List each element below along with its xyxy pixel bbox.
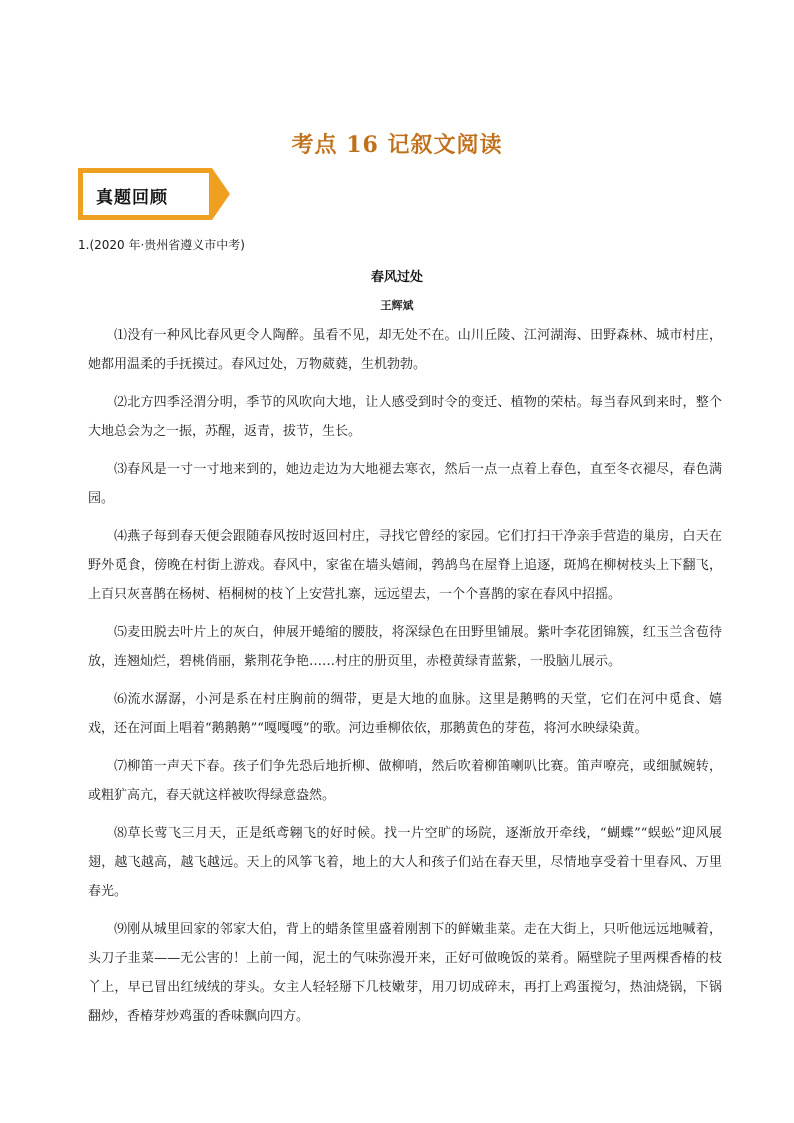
paragraph-5: ⑸麦田脱去叶片上的灰白，伸展开蜷缩的腰肢，将深绿色在田野里铺展。紫叶李花团锦簇，红玉兰含苞待放，连翘灿烂，碧桃俏丽，紫荆花争艳……村庄的册页里，赤橙黄绿青蓝紫，一股脑儿展示。 xyxy=(88,625,722,669)
paragraph-8: ⑻草长莺飞三月天，正是纸鸢翱飞的好时候。找一片空旷的场院，逐渐放开牵线，“蝴蝶”“蜈蚣”迎风展翅，越飞越高，越飞越远。天上的风筝飞着，地上的大人和孩子们站在春天里，尽情地享受着十里春风、万里春光。 xyxy=(88,826,722,899)
section-label: 真题回顾 xyxy=(96,188,168,208)
question-source: 1.(2020 年·贵州省遵义市中考) xyxy=(78,238,245,252)
paragraph-4: ⑷燕子每到春天便会跟随春风按时返回村庄，寻找它曾经的家园。它们打扫干净亲手营造的巢房，白天在野外觅食，傍晚在村街上游戏。春风中，家雀在墙头嬉闹，鹁鸪鸟在屋脊上追逐，斑鸠在柳树枝头上下翻飞，上百只灰喜鹊在杨树、梧桐树的枝丫上安营扎寨，远远望去，一个个喜鹊的家在春风中招摇。 xyxy=(88,529,722,602)
paragraph-2: ⑵北方四季泾渭分明，季节的风吹向大地，让人感受到时令的变迁、植物的荣枯。每当春风到来时，整个大地总会为之一振，苏醒，返青，拔节，生长。 xyxy=(88,395,722,439)
section-banner xyxy=(78,168,230,220)
paragraph-9: ⑼刚从城里回家的邻家大伯，背上的蜡条筐里盛着刚割下的鲜嫩韭菜。走在大街上，只听他远远地喊着，头刀子韭菜——无公害的！上前一闻，泥土的气味弥漫开来，正好可做晚饭的菜肴。隔壁院子里两棵香椿的枝丫上，早已冒出红绒绒的芽头。女主人轻轻掰下几枝嫩芽，用刀切成碎末，再打上鸡蛋搅匀，热油烧锅，下锅翻炒，香椿芽炒鸡蛋的香味飘向四方。 xyxy=(88,922,722,1024)
paragraph-3: ⑶春风是一寸一寸地来到的，她边走边为大地褪去寒衣，然后一点一点着上春色，直至冬衣褪尽，春色满园。 xyxy=(88,462,722,506)
paragraph-1: ⑴没有一种风比春风更令人陶醉。虽看不见，却无处不在。山川丘陵、江河湖海、田野森林、城市村庄，她都用温柔的手抚摸过。春风过处，万物葳蕤，生机勃勃。 xyxy=(88,328,722,372)
paragraph-7: ⑺柳笛一声天下春。孩子们争先恐后地折柳、做柳哨，然后吹着柳笛喇叭比赛。笛声嘹亮，或细腻婉转，或粗犷高亢，春天就这样被吹得绿意盎然。 xyxy=(88,759,722,803)
paragraph-6: ⑹流水潺潺，小河是系在村庄胸前的绸带，更是大地的血脉。这里是鹅鸭的天堂，它们在河中觅食、嬉戏，还在河面上唱着“鹅鹅鹅”“嘎嘎嘎”的歌。河边垂柳依依，那鹅黄色的芽苞，将河水映绿染黄。 xyxy=(88,692,722,736)
article-author: 王辉斌 xyxy=(380,299,414,312)
page-title: 考点 16 记叙文阅读 xyxy=(291,132,503,158)
article-title: 春风过处 xyxy=(370,270,423,285)
article-body xyxy=(88,321,722,1040)
